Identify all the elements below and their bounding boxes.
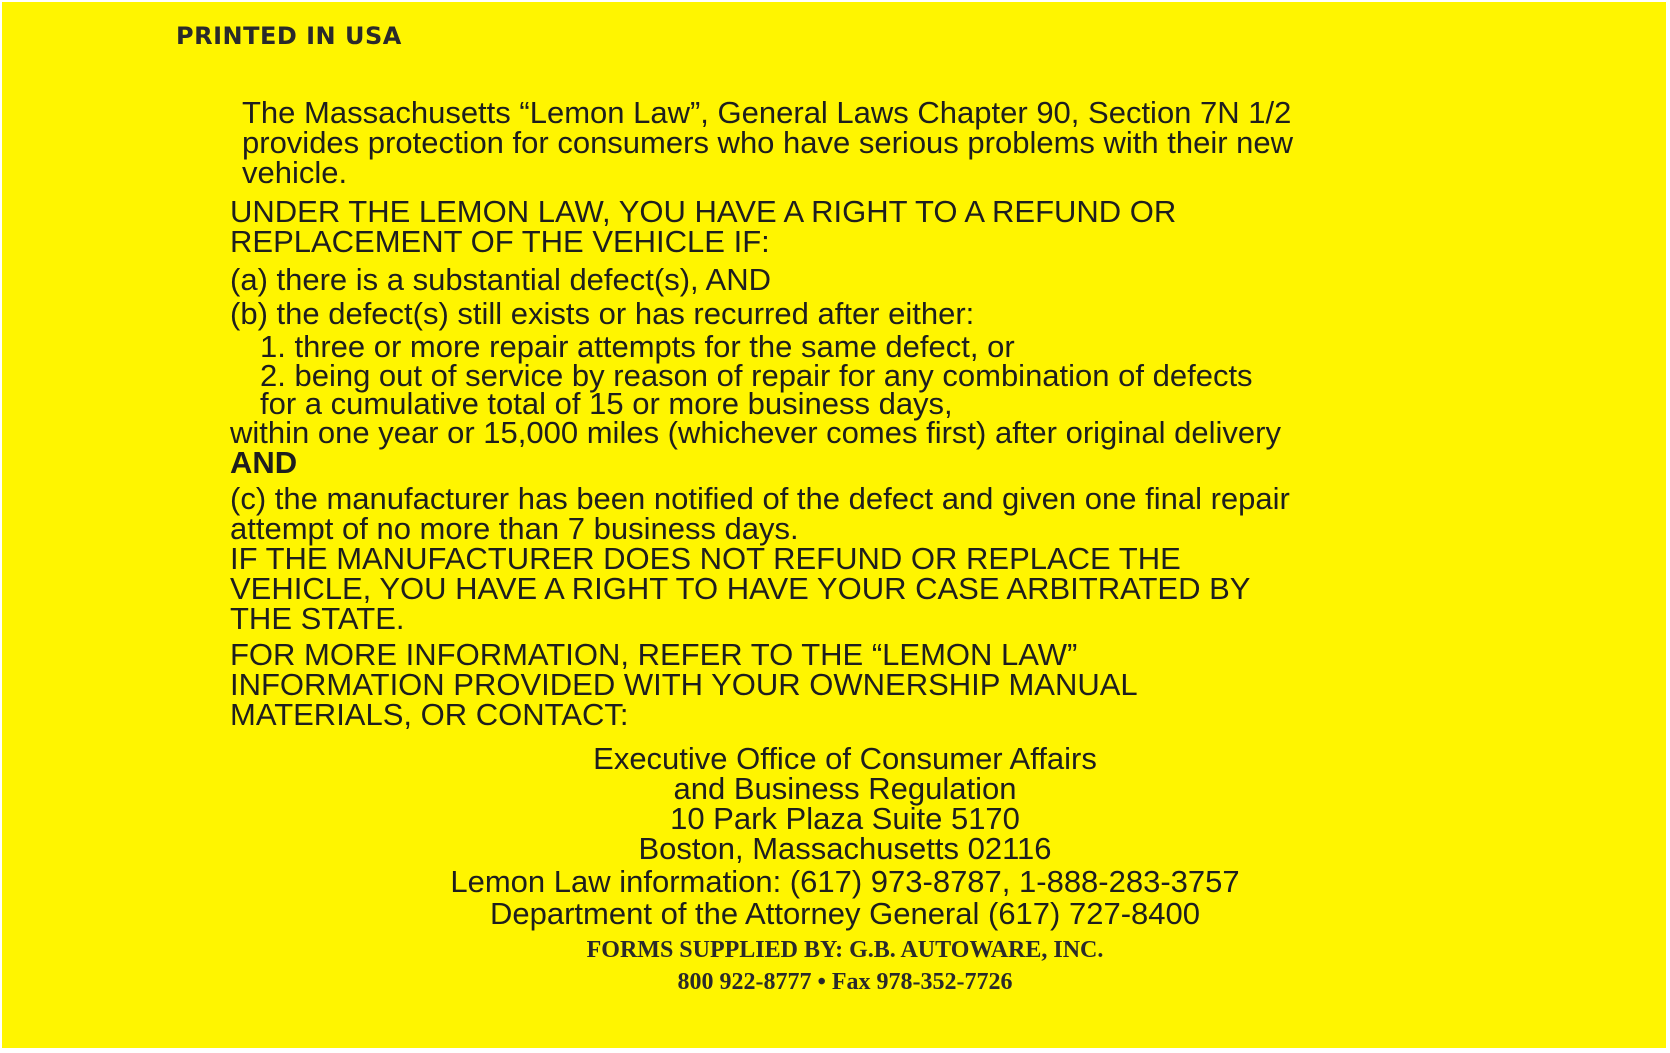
- condition-b: (b) the defect(s) still exists or has recurred after either:: [230, 296, 975, 331]
- condition-c-line-1: (c) the manufacturer has been notified of the defect and given one final repair: [230, 481, 1290, 516]
- intro-line-2: provides protection for consumers who have serious problems with their new: [242, 125, 1294, 160]
- lemon-law-notice-card: [2, 2, 1666, 1048]
- intro-line-3: vehicle.: [242, 155, 348, 190]
- arbitration-line-1: IF THE MANUFACTURER DOES NOT REFUND OR REPLACE THE: [230, 541, 1181, 576]
- more-info-line-3: MATERIALS, OR CONTACT:: [230, 697, 629, 732]
- forms-supplier-footer: [230, 934, 1460, 998]
- arbitration-line-3: THE STATE.: [230, 601, 405, 636]
- street-address: 10 Park Plaza Suite 5170: [670, 801, 1020, 836]
- item-2-line-1: 2. being out of service by reason of repair for any combination of defects: [260, 358, 1253, 393]
- condition-c: [230, 481, 1460, 546]
- printed-in-usa-label: PRINTED IN USA: [176, 22, 402, 50]
- condition-item-2: [230, 358, 1460, 421]
- rights-heading: [230, 194, 1460, 259]
- more-info-notice: [230, 637, 1460, 732]
- intro-line-1: The Massachusetts “Lemon Law”, General Laws Chapter 90, Section 7N 1/2: [242, 95, 1292, 130]
- more-info-line-2: INFORMATION PROVIDED WITH YOUR OWNERSHIP MANUAL: [230, 667, 1138, 702]
- condition-a: (a) there is a substantial defect(s), AND: [230, 262, 772, 297]
- notice-body: [230, 95, 1460, 732]
- arbitration-line-2: VEHICLE, YOU HAVE A RIGHT TO HAVE YOUR CASE ARBITRATED BY: [230, 571, 1251, 606]
- supplier-name: FORMS SUPPLIED BY: G.B. AUTOWARE, INC.: [586, 937, 1104, 963]
- lemon-law-phone-numbers: Lemon Law information: (617) 973-8787, 1-888-283-3757: [450, 864, 1240, 899]
- office-name-line-2: and Business Regulation: [673, 771, 1017, 806]
- and-connector: AND: [230, 445, 298, 480]
- item-2-line-2: for a cumulative total of 15 or more business days,: [260, 386, 953, 421]
- within-clause: within one year or 15,000 miles (whichever comes first) after original delivery: [230, 415, 1281, 450]
- intro-paragraph: [230, 95, 1460, 190]
- contact-address-block: [230, 741, 1460, 931]
- condition-c-line-2: attempt of no more than 7 business days.: [230, 511, 799, 546]
- city-state-zip: Boston, Massachusetts 02116: [638, 831, 1052, 866]
- supplier-phone-fax: 800 922-8777 • Fax 978-352-7726: [677, 969, 1013, 995]
- attorney-general-phone: Department of the Attorney General (617) 727-8400: [490, 896, 1200, 931]
- condition-item-1: 1. three or more repair attempts for the same defect, or: [260, 329, 1015, 364]
- office-name-line-1: Executive Office of Consumer Affairs: [593, 741, 1097, 776]
- more-info-line-1: FOR MORE INFORMATION, REFER TO THE “LEMON LAW”: [230, 637, 1078, 672]
- rights-heading-line-1: UNDER THE LEMON LAW, YOU HAVE A RIGHT TO A REFUND OR: [230, 194, 1177, 229]
- arbitration-notice: [230, 541, 1460, 636]
- rights-heading-line-2: REPLACEMENT OF THE VEHICLE IF:: [230, 224, 770, 259]
